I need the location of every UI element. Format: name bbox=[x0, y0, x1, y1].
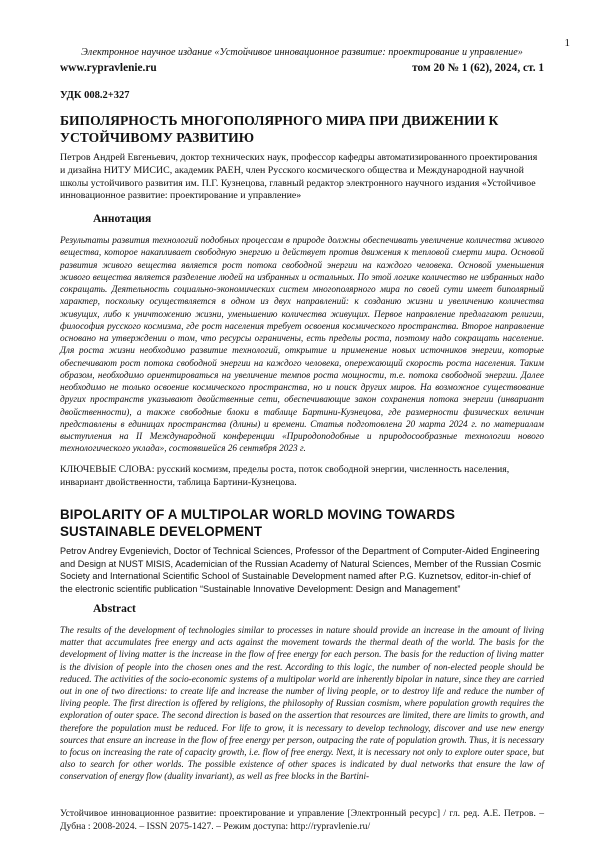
annotation-text-ru: Результаты развития технологий подобных процессам в природе должны обеспечивать увеличение количества живого вещества, которое накапливает свободную энергию и действует против движения к тепловой смерти мира. Основой развития живого вещества является рост потока свободной энергии на каждого человека. Основой уменьшения живого вещества является разделение людей на избранных и остальных. По этой логике количество не избранных надо сокращать. Деятельность социально-экономических систем многополярного мира по своей сути имеет биполярный характер, поскольку осуществляется в одном из двух направлений: к созданию жизни и увеличению количества живущих, либо к уничтожению жизни, уменьшению количества живущих. Первое направление предлагают религии, философия русского космизма, где рост населения требует освоения космического пространства. Второе направление основано на утверждении о том, что ресурсы ограничены, есть пределы роста, поэтому надо сокращать население. Для роста жизни необходимо развитие технологий, открытие и применение новых источников энергии, которые обеспечивают рост потока свободной энергии на каждого человека, опережающий скорость роста населения. Таким образом, необходимо ориентироваться на увеличение темпов роста мощности, т.е. потока свободной энергии. Далее необходимо не только освоение космического пространства, но и поиск других миров. На возможное существование других пространств указывают двойственные сети, обеспечивающие закон сохранения потока энергии (инвариант двойственности), а также свободные блоки в таблице Бартини-Кузнецова, где размерности физических величин представлены в единицах пространства (длины) и времени. Статья подготовлена 20 марта 2024 г. по материалам выступления на II Международной конференции «Природоподобные и природосообразные технологии нового технологического уклада», состоявшейся 26 сентября 2023 г. bbox=[60, 236, 544, 455]
journal-running-title: Электронное научное издание «Устойчивое инновационное развитие: проектирование и управление» bbox=[81, 47, 523, 58]
page-number: 1 bbox=[564, 37, 570, 49]
journal-header bbox=[60, 62, 544, 74]
page-footer-citation: Устойчивое инновационное развитие: проектирование и управление [Электронный ресурс] / гл. ред. А.Е. Петров. – Дубна : 2008-2024. – ISSN 2075-1427. – Режим доступа: http://rypravlenie.ru/ bbox=[60, 808, 544, 832]
article-title-ru: БИПОЛЯРНОСТЬ МНОГОПОЛЯРНОГО МИРА ПРИ ДВИЖЕНИИ К УСТОЙЧИВОМУ РАЗВИТИЮ bbox=[60, 113, 499, 145]
annotation-heading: Аннотация bbox=[93, 213, 152, 225]
author-info-ru: Петров Андрей Евгеньевич, доктор технических наук, профессор кафедры автоматизированного проектирования и дизайна НИТУ МИСИС, академик РАЕН, член Русского космического общества и Международной научной школы устойчивого развития им. П.Г. Кузнецова, главный редактор электронного научного издания «Устойчивое инновационное развитие: проектирование и управление» bbox=[60, 152, 538, 202]
journal-issue: том 20 № 1 (62), 2024, ст. 1 bbox=[412, 62, 544, 74]
author-info-en: Petrov Andrey Evgenievich, Doctor of Technical Sciences, Professor of the Department of Computer-Aided Engineering and Design at NUST MISIS, Academician of the Russian Academy of Natural Sciences, Member of the Russian Cosmic Society and International Scientific School of Sustainable Development named after P.G. Kuznetsov, editor-in-chief of the electronic scientific publication “Sustainable Innovative Development: Design and Management” bbox=[60, 546, 542, 594]
abstract-text-en: The results of the development of technologies similar to processes in nature should provide an increase in the amount of living matter that accumulates free energy and acts against the movement towards the thermal death of the world. The basis for the development of living matter is the increase in the flow of free energy for each person. The basis for the reduction of living matter is the division of people into the chosen ones and the rest. According to this logic, the number of non-elected people should be reduced. The activities of the socio-economic systems of a multipolar world are inherently bipolar in nature, since they are carried out in one of two directions: to create life and increase the number of living people, or to destroy life and reduce the number of living people. The first direction is offered by religions, the philosophy of Russian cosmism, where population growth requires the exploration of outer space. The second direction is based on the assertion that resources are limited, there are limits to growth, and therefore the population must be reduced. For life to grow, it is necessary to develop technology, discover and use new energy sources that ensure an increase in the flow of free energy per person, outpacing the rate of population growth. Thus, it is necessary to focus on increasing the rate of capacity growth, i.e. flow of free energy. Next, it is necessary not only to explore outer space, but also to search for other worlds. The possible existence of other spaces is indicated by dual networks that ensure the law of conservation of energy flow (duality invariant), as well as free blocks in the Bartini- bbox=[60, 625, 544, 782]
journal-website: www.rypravlenie.ru bbox=[60, 62, 157, 74]
abstract-heading: Abstract bbox=[93, 603, 136, 615]
udk-code: УДК 008.2+327 bbox=[60, 90, 130, 101]
article-title-en: BIPOLARITY OF A MULTIPOLAR WORLD MOVING TOWARDS SUSTAINABLE DEVELOPMENT bbox=[60, 507, 455, 539]
keywords-ru: КЛЮЧЕВЫЕ СЛОВА: русский космизм, пределы роста, поток свободной энергии, численность населения, инвариант двойственности, таблица Бартини-Кузнецова. bbox=[60, 464, 510, 488]
